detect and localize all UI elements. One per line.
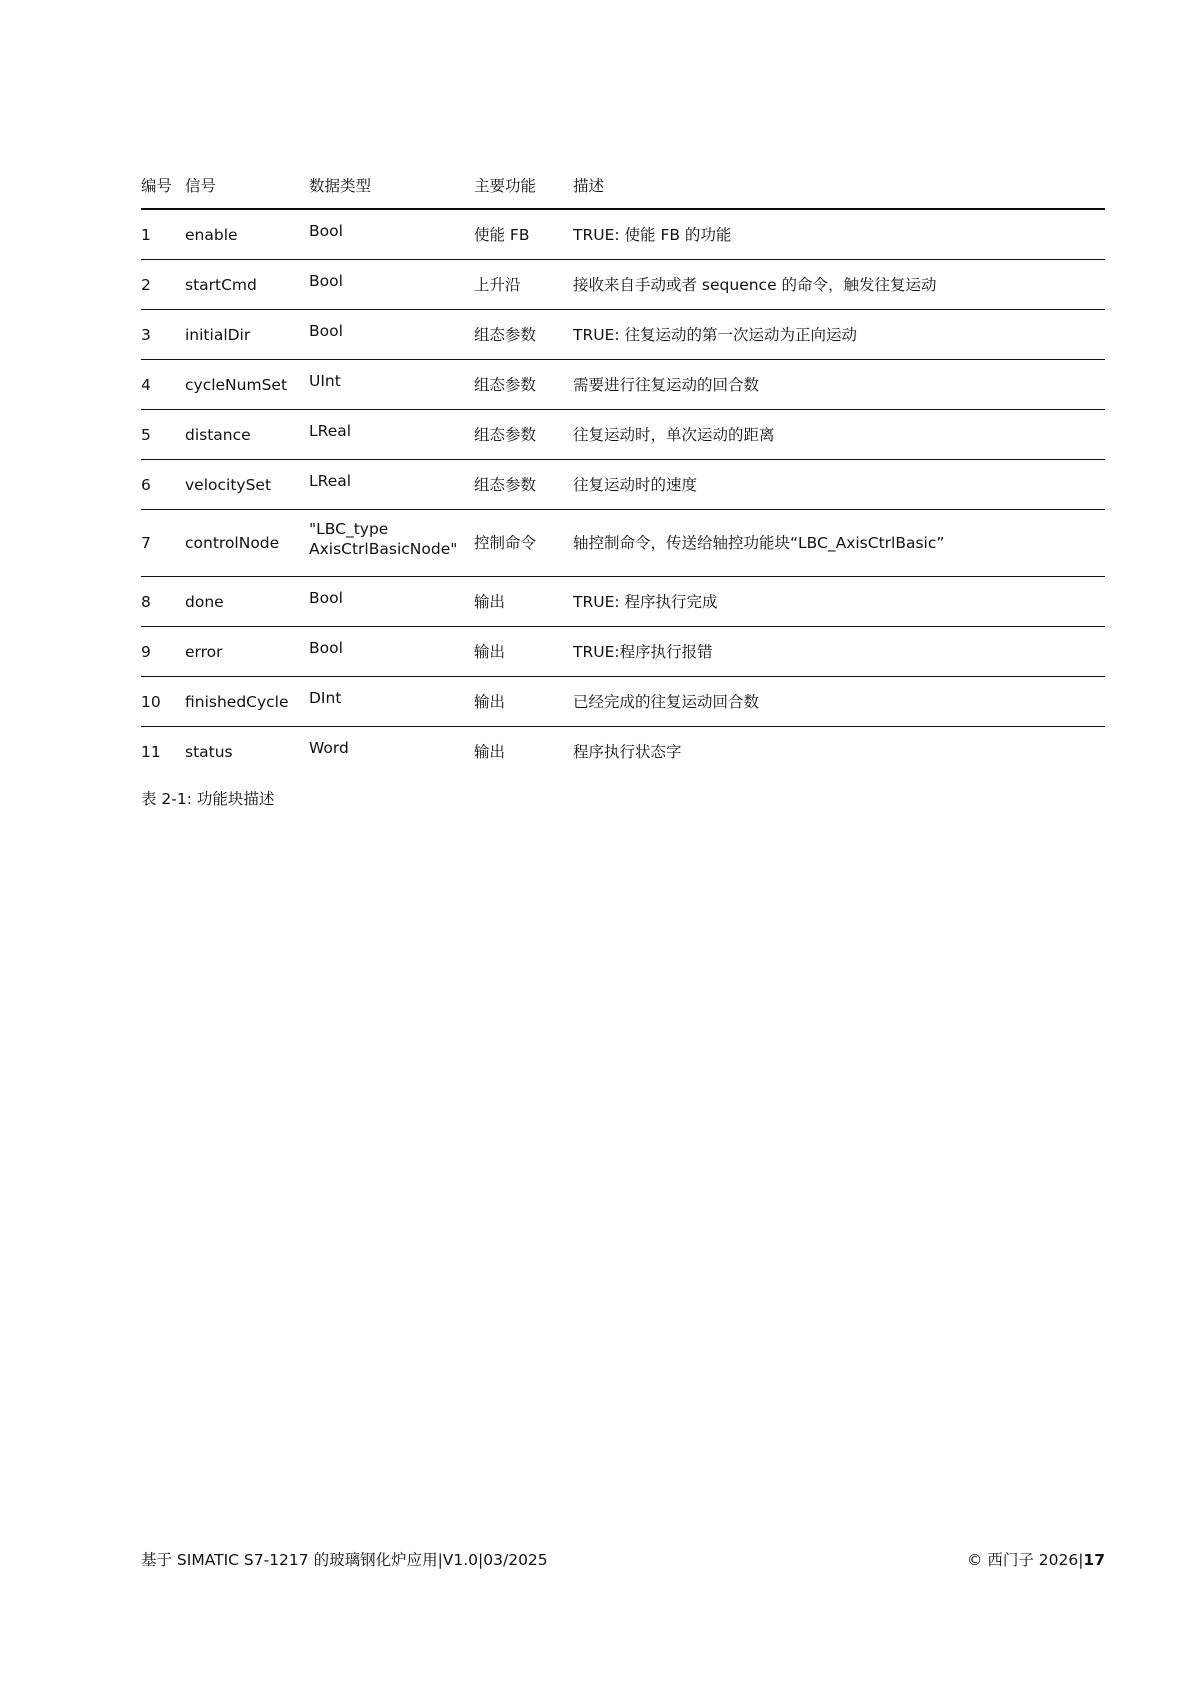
copyright-text: © 西门子 2026| [966,1551,1084,1569]
table-row [141,577,1105,627]
cell-function: 输出 [474,742,506,761]
cell-number: 5 [141,410,185,460]
table-row [141,360,1105,410]
data-type-text: LReal [309,471,352,490]
data-type-line-2: AxisCtrlBasicNode" [309,540,458,558]
data-type-text: Bool [309,221,343,240]
table-caption: 表 2-1: 功能块描述 [141,790,275,808]
cell-function: 组态参数 [474,460,573,510]
cell-number: 9 [141,627,185,677]
cell-function: 输出 [474,677,573,727]
header-function: 主要功能 [474,164,573,209]
table-row [141,510,1105,577]
cell-description: 轴控制命令，传送给轴控功能块“LBC_AxisCtrlBasic” [573,510,1105,577]
cell-data-type [309,310,474,360]
data-type-text: UInt [309,371,341,390]
data-type-text: Bool [309,638,343,657]
cell-signal: finishedCycle [185,677,309,727]
cell-signal: initialDir [185,310,309,360]
cell-signal: startCmd [185,260,309,310]
data-type-text: LReal [309,421,352,440]
cell-signal: distance [185,410,309,460]
table-row [141,627,1105,677]
cell-description: 程序执行状态字 [573,742,682,761]
header-signal: 信号 [185,164,309,209]
header-data-type: 数据类型 [309,164,474,209]
cell-number: 7 [141,510,185,577]
cell-signal: enable [185,209,309,260]
cell-signal: status [185,742,233,761]
data-type-text: DInt [309,688,342,707]
header-description: 描述 [573,164,1105,209]
cell-description: TRUE:程序执行报错 [573,627,1105,677]
cell-data-type [309,360,474,410]
cell-number: 10 [141,677,185,727]
page-number: 17 [1083,1551,1105,1569]
table-row [141,209,1105,260]
cell-data-type [309,577,474,627]
cell-number: 2 [141,260,185,310]
cell-description: TRUE: 使能 FB 的功能 [573,209,1105,260]
cell-description: 需要进行往复运动的回合数 [573,360,1105,410]
header-number: 编号 [141,164,185,209]
cell-number: 11 [141,742,161,761]
data-type-text: Bool [309,588,343,607]
cell-function: 输出 [474,577,573,627]
cell-data-type [309,727,474,777]
cell-function: 使能 FB [474,209,573,260]
footer-copyright [967,1549,1105,1571]
data-type-text: Bool [309,271,343,290]
cell-data-type [309,677,474,727]
cell-function: 控制命令 [474,510,573,577]
cell-signal: error [185,627,309,677]
cell-description: 往复运动时，单次运动的距离 [573,410,1105,460]
cell-data-type [309,510,474,577]
cell-signal: cycleNumSet [185,360,309,410]
table-row [141,727,1105,777]
cell-data-type [309,410,474,460]
cell-data-type [309,209,474,260]
data-type-text [309,520,458,563]
table-row [141,310,1105,360]
cell-function: 输出 [474,627,573,677]
cell-signal: velocitySet [185,460,309,510]
cell-data-type [309,460,474,510]
cell-number: 8 [141,577,185,627]
footer-document-title: 基于 SIMATIC S7-1217 的玻璃钢化炉应用|V1.0|03/2025 [141,1551,548,1569]
cell-data-type [309,260,474,310]
cell-function: 组态参数 [474,360,573,410]
table-row [141,410,1105,460]
cell-signal: done [185,577,309,627]
cell-number: 6 [141,460,185,510]
cell-data-type [309,627,474,677]
table-header-row [141,164,1105,209]
cell-description: 接收来自手动或者 sequence 的命令，触发往复运动 [573,260,1105,310]
cell-function: 组态参数 [474,310,573,360]
table-row [141,460,1105,510]
cell-description: TRUE: 往复运动的第一次运动为正向运动 [573,310,1105,360]
cell-function: 上升沿 [474,260,573,310]
cell-signal: controlNode [185,510,309,577]
cell-description: 已经完成的往复运动回合数 [573,677,1105,727]
cell-function: 组态参数 [474,410,573,460]
table-row [141,677,1105,727]
data-type-text: Bool [309,321,343,340]
data-type-text: Word [309,738,349,757]
cell-description: 往复运动时的速度 [573,460,1105,510]
cell-description: TRUE: 程序执行完成 [573,577,1105,627]
function-block-table [141,164,1105,776]
cell-number: 1 [141,209,185,260]
table-row [141,260,1105,310]
cell-number: 4 [141,360,185,410]
data-type-line-1: "LBC_type [309,520,389,538]
cell-number: 3 [141,310,185,360]
